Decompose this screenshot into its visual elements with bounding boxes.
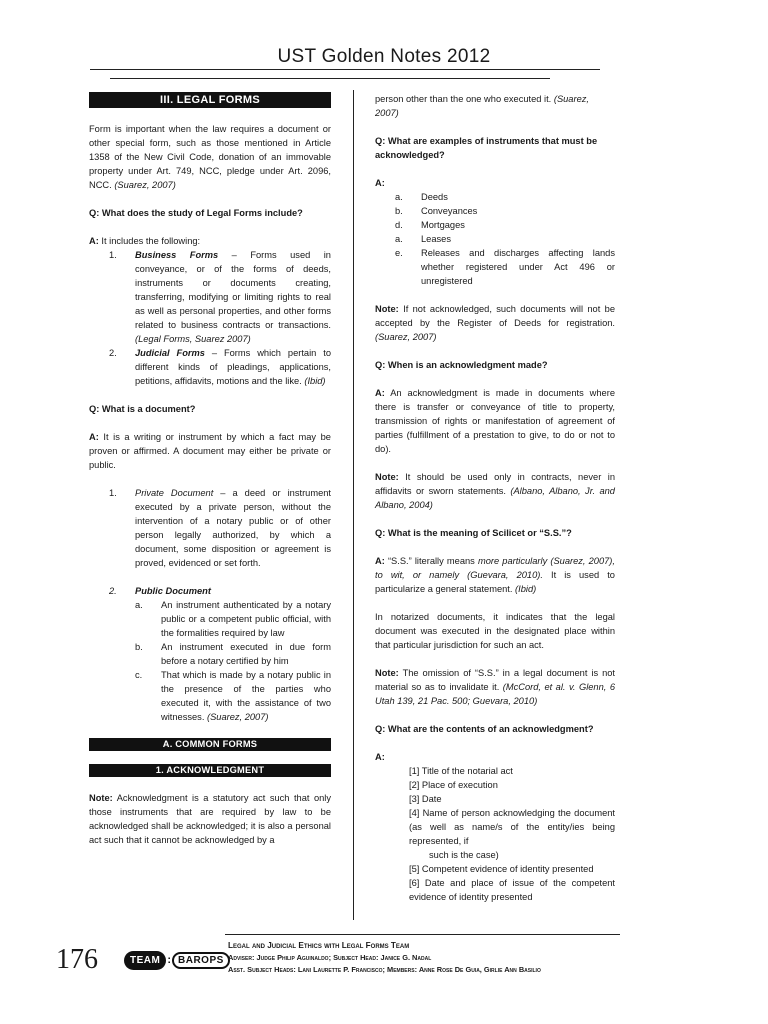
- list-item: [395, 218, 615, 232]
- logo-barops: BAROPS: [172, 952, 230, 969]
- list-item-private-document: [109, 486, 331, 570]
- note-label: Note:: [375, 304, 399, 314]
- question-contents: Q: What are the contents of an acknowledgment?: [375, 724, 594, 734]
- footer-members: Asst. Subject Heads: Lani Laurette P. Francisco; Members: Anne Rose De Guia, Girlie Ann Basilio: [228, 965, 541, 974]
- page-number: 176: [56, 944, 98, 975]
- contents-item: [5] Competent evidence of identity presented: [409, 864, 594, 874]
- list-letter: e.: [395, 248, 403, 258]
- answer-label: A:: [89, 432, 99, 442]
- notarized-paragraph: In notarized documents, it indicates that the legal document was executed in the designated place within that particular jurisdiction for such an act.: [375, 612, 615, 650]
- list-text: Deeds: [421, 192, 448, 202]
- footer-credits: [228, 940, 541, 976]
- continued-citation: (Suarez, 2007): [375, 94, 589, 118]
- answer-scilicet: [375, 554, 615, 596]
- answer-text: An acknowledgment is made in documents where there is transfer or conveyance of title to property, transmission of rights or manifestation of agreement of parties (fulfillment of a prestation to give, to do or not to do).: [375, 388, 615, 454]
- note-text: The omission of “S.S.” in a legal document is not material so as to invalidate it.: [375, 668, 615, 692]
- footer-rule: [225, 934, 620, 935]
- note-label: Note:: [375, 472, 399, 482]
- answer-label: A:: [375, 556, 385, 566]
- list-number: 2.: [109, 586, 117, 596]
- section-title: III. LEGAL FORMS: [89, 92, 331, 108]
- answer-text: “S.S.” literally means: [384, 556, 478, 566]
- list-number: 1.: [109, 488, 117, 498]
- list-number: 2.: [109, 348, 117, 358]
- list-text: – Forms used in conveyance, or of the forms of deeds, instruments or documents creating, transferring, modifying or limiting rights to real as well as personal properties, and other forms related to business contracts or transactions.: [135, 250, 331, 330]
- answer-italic: more particularly (Suarez, 2007), to wit, or namely (Guevara, 2010).: [375, 556, 615, 580]
- answer-citation: (Ibid): [515, 584, 537, 594]
- sub-item-c: [135, 668, 331, 724]
- list-text: – a deed or instrument executed by a private person, without the intervention of a notary public or of other person legally authorized, by which a document, some disposition or agreement is proved, evidenced or set forth.: [135, 488, 332, 568]
- contents-item: [4] Name of person acknowledging the document (as well as name/s of the entity/ies being represented, if: [409, 808, 615, 846]
- list-item-judicial-forms: [109, 346, 331, 388]
- sub-item-text: An instrument executed in due form before a notary certified by him: [161, 642, 331, 666]
- list-item: [395, 190, 615, 204]
- question-legal-forms: Q: What does the study of Legal Forms include?: [89, 208, 303, 218]
- list-text: Mortgages: [421, 220, 465, 230]
- list-letter: d.: [395, 220, 403, 230]
- sub-item-text: That which is made by a notary public in the presence of the parties who executed it, with the assistance of two witnesses.: [161, 670, 331, 722]
- list-text: – Forms which pertain to different kinds of pleadings, applications, petitions, affidavits, motions and the like.: [135, 348, 331, 386]
- note-label: Note:: [375, 668, 399, 678]
- question-when-acknowledgment: Q: When is an acknowledgment made?: [375, 360, 548, 370]
- list-term: Judicial Forms: [135, 348, 205, 358]
- footer-advisers: Adviser: Judge Philip Aguinaldo; Subject Head: Janice G. Nadal: [228, 953, 432, 962]
- question-document: Q: What is a document?: [89, 404, 196, 414]
- sub-item-text: An instrument authenticated by a notary public or a competent public official, with the formalities required by law: [161, 600, 331, 638]
- contents-item-continued: such is the case): [429, 850, 499, 860]
- instruments-list: [395, 190, 615, 288]
- note-label: Note:: [89, 793, 113, 803]
- intro-citation: (Suarez, 2007): [114, 180, 176, 190]
- sub-item-a: [135, 598, 331, 640]
- contents-item: [2] Place of execution: [409, 780, 498, 790]
- list-item: [395, 246, 615, 288]
- list-term: Private Document: [135, 488, 214, 498]
- team-barops-logo: [124, 948, 234, 972]
- question-scilicet: Q: What is the meaning of Scilicet or “S.S.”?: [375, 528, 572, 538]
- list-letter: b.: [395, 206, 403, 216]
- header-rule-bottom: [110, 78, 550, 79]
- column-divider: [353, 90, 354, 920]
- answer-label: A:: [89, 236, 99, 246]
- answer-text-2: It is used to particularize a general statement.: [375, 570, 615, 594]
- sub-item-letter: a.: [135, 600, 143, 610]
- intro-text: Form is important when the law requires a document or other special form, such as those mentioned in Article 1358 of the New Civil Code, donation of an immovable property under Art. 749, NCC, pledge under Art. 2096, NCC.: [89, 124, 331, 190]
- running-header: UST Golden Notes 2012: [277, 46, 491, 67]
- contents-item: [3] Date: [409, 794, 442, 804]
- note-citation: (Suarez, 2007): [375, 332, 437, 342]
- continued-text: [375, 92, 615, 120]
- note-text: If not acknowledged, such documents will not be accepted by the Register of Deeds for registration.: [375, 304, 615, 328]
- left-column: [89, 92, 331, 847]
- answer-document: [89, 430, 331, 472]
- answer-legal-forms: [89, 234, 331, 248]
- list-number: 1.: [109, 250, 117, 260]
- list-citation: (Ibid): [304, 376, 326, 386]
- list-item-business-forms: [109, 248, 331, 346]
- answer-label: A:: [375, 178, 385, 188]
- note-omission: [375, 666, 615, 708]
- sub-item-citation: (Suarez, 2007): [207, 712, 269, 722]
- list-term: Public Document: [135, 586, 211, 596]
- right-column: [375, 92, 615, 904]
- list-text: Releases and discharges affecting lands whether registered under Act 496 or unregistered: [421, 248, 615, 286]
- intro-paragraph: [89, 122, 331, 192]
- answer-label: A:: [375, 752, 385, 762]
- sub-item-letter: c.: [135, 670, 143, 680]
- question-instruments: Q: What are examples of instruments that must be acknowledged?: [375, 136, 598, 160]
- list-letter: a.: [395, 234, 403, 244]
- list-citation: (Legal Forms, Suarez 2007): [135, 334, 251, 344]
- sub-item-letter: b.: [135, 642, 143, 652]
- contents-item: [6] Date and place of issue of the competent evidence of identity presented: [409, 878, 615, 902]
- list-item: [395, 204, 615, 218]
- list-item: [395, 232, 615, 246]
- subsection-bar-acknowledgment: 1. ACKNOWLEDGMENT: [89, 764, 331, 777]
- note-text: Acknowledgment is a statutory act such that only those instruments that are required by law to be acknowledged shall be acknowledged; it is also a personal act such that it cannot be acknowledged by a: [89, 793, 331, 845]
- sub-item-b: [135, 640, 331, 668]
- answer-text: It is a writing or instrument by which a fact may be proven or affirmed. A document may either be private or public.: [89, 432, 331, 470]
- logo-separator: :: [167, 954, 172, 966]
- note-text: It should be used only in contracts, never in affidavits or sworn statements.: [375, 472, 615, 496]
- header-rule-top: [90, 69, 600, 70]
- note-registration: [375, 302, 615, 344]
- note-acknowledgment: [89, 791, 331, 847]
- footer-team-name: Legal and Judicial Ethics with Legal Forms Team: [228, 941, 410, 950]
- list-letter: a.: [395, 192, 403, 202]
- note-citation: (McCord, et al. v. Glenn, 6 Utah 139, 21 Pac. 500; Guevara, 2010): [375, 682, 615, 706]
- logo-team: TEAM: [124, 951, 166, 970]
- list-text: Conveyances: [421, 206, 478, 216]
- answer-label: A:: [375, 388, 385, 398]
- list-text: Leases: [421, 234, 451, 244]
- continued-body: person other than the one who executed it.: [375, 94, 554, 104]
- answer-text: It includes the following:: [101, 236, 201, 246]
- contents-list: [375, 764, 615, 904]
- subsection-bar-common-forms: A. COMMON FORMS: [89, 738, 331, 751]
- list-term: Business Forms: [135, 250, 219, 260]
- note-contracts: [375, 470, 615, 512]
- note-citation: (Albano, Albano, Jr. and Albano, 2004): [375, 486, 615, 510]
- contents-item: [1] Title of the notarial act: [409, 766, 513, 776]
- list-item-public-document: [109, 584, 331, 598]
- answer-when-acknowledgment: [375, 386, 615, 456]
